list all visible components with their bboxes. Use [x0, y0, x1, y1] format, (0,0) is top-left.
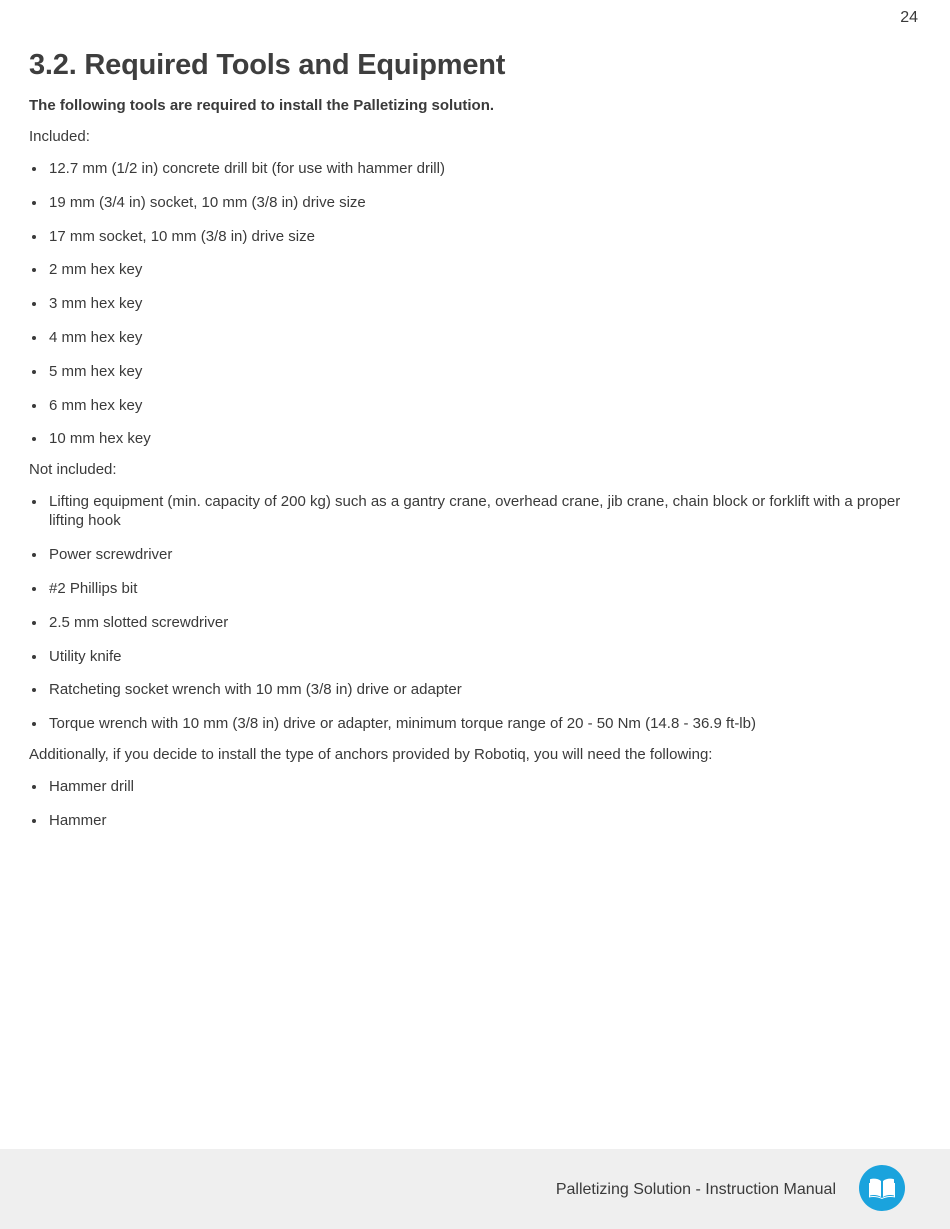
list-item: 10 mm hex key [29, 429, 919, 448]
list-item: Power screwdriver [29, 545, 919, 564]
list-item: Ratcheting socket wrench with 10 mm (3/8 in) drive or adapter [29, 680, 919, 699]
additional-label: Additionally, if you decide to install the type of anchors provided by Robotiq, you will need the following: [29, 746, 713, 764]
included-label: Included: [29, 128, 90, 145]
list-item: 5 mm hex key [29, 362, 919, 381]
included-list [29, 159, 919, 448]
list-item: 2 mm hex key [29, 260, 919, 279]
list-item: 3 mm hex key [29, 294, 919, 313]
list-item: 12.7 mm (1/2 in) concrete drill bit (for use with hammer drill) [29, 159, 919, 178]
list-item: 6 mm hex key [29, 396, 919, 415]
list-item: 2.5 mm slotted screwdriver [29, 613, 919, 632]
book-icon [868, 1176, 896, 1200]
additional-list [29, 777, 919, 830]
list-item: Lifting equipment (min. capacity of 200 kg) such as a gantry crane, overhead crane, jib crane, chain block or forklift with a proper lifting hook [29, 492, 919, 530]
list-item: 19 mm (3/4 in) socket, 10 mm (3/8 in) drive size [29, 193, 919, 212]
list-item: Utility knife [29, 647, 919, 666]
page-footer [0, 1149, 950, 1229]
list-item: 17 mm socket, 10 mm (3/8 in) drive size [29, 227, 919, 246]
list-item: Hammer drill [29, 777, 919, 796]
list-item: 4 mm hex key [29, 328, 919, 347]
list-item: Torque wrench with 10 mm (3/8 in) drive or adapter, minimum torque range of 20 - 50 Nm (14.8 - 36.9 ft-lb) [29, 714, 919, 733]
not-included-list [29, 492, 919, 733]
section-intro: The following tools are required to install the Palletizing solution. [29, 97, 495, 114]
manual-badge [859, 1165, 905, 1211]
page-content [29, 46, 919, 830]
not-included-label: Not included: [29, 461, 117, 479]
section-title: 3.2. Required Tools and Equipment [29, 49, 506, 81]
footer-title: Palletizing Solution - Instruction Manual [555, 1181, 836, 1198]
list-item: #2 Phillips bit [29, 579, 919, 598]
list-item: Hammer [29, 811, 919, 830]
page-number: 24 [900, 9, 918, 26]
